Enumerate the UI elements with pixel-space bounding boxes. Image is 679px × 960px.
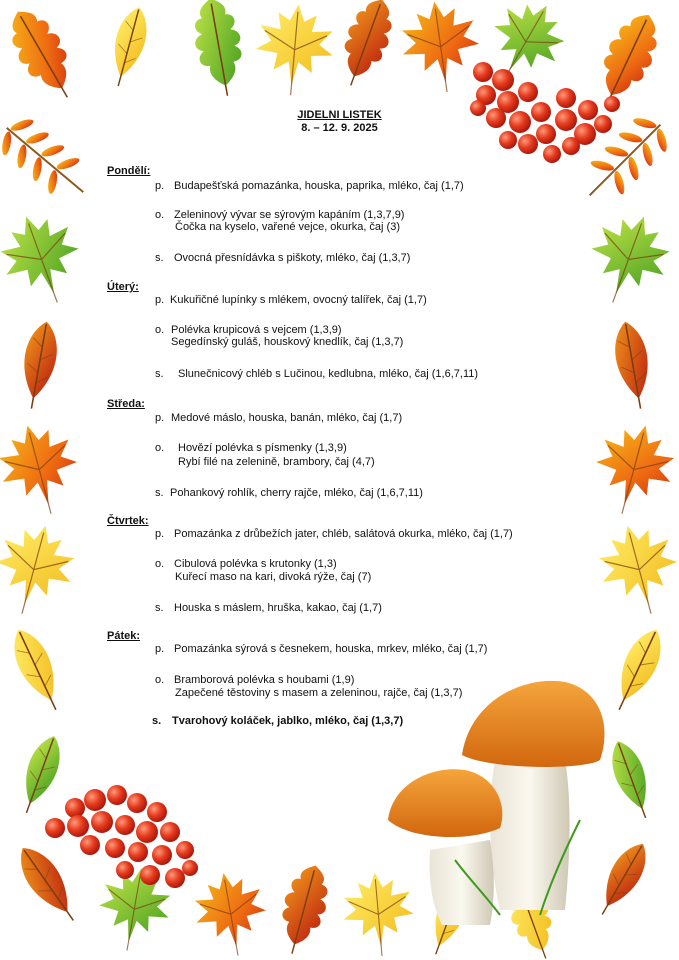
meal-line xyxy=(152,715,403,727)
meal-text: Hovězí polévka s písmenky (1,3,9) xyxy=(178,442,347,454)
meal-line xyxy=(155,368,478,380)
meal-line xyxy=(155,487,423,499)
meal-text: Rybí filé na zelenině, brambory, čaj (4,7) xyxy=(178,456,375,468)
meal-text: Čočka na kyselo, vařené vejce, okurka, čaj (3) xyxy=(175,221,400,233)
meal-text: Tvarohový koláček, jablko, mléko, čaj (1,3,7) xyxy=(172,715,404,727)
meal-text: Zapečené těstoviny s masem a zeleninou, rajče, čaj (1,3,7) xyxy=(175,687,463,699)
meal-text: Bramborová polévka s houbami (1,9) xyxy=(174,674,355,686)
meal-text: Budapešťská pomazánka, houska, paprika, mléko, čaj (1,7) xyxy=(174,180,464,192)
meal-marker: p. xyxy=(155,294,165,306)
meal-line xyxy=(155,528,513,540)
meal-text: Kukuřičné lupínky s mlékem, ovocný talířek, čaj (1,7) xyxy=(170,294,427,306)
meal-marker: s. xyxy=(155,487,164,499)
day-friday: Pátek: xyxy=(107,630,141,642)
meal-text: Pomazánka sýrová s česnekem, houska, mrkev, mléko, čaj (1,7) xyxy=(174,643,488,655)
meal-marker: s. xyxy=(155,368,164,380)
meal-line xyxy=(155,294,427,306)
meal-line xyxy=(155,558,337,570)
meal-text: Polévka krupicová s vejcem (1,3,9) xyxy=(171,324,342,336)
meal-text: Medové máslo, houska, banán, mléko, čaj (1,7) xyxy=(171,412,403,424)
meal-line xyxy=(155,180,464,192)
meal-marker: p. xyxy=(155,528,165,540)
meal-text: Houska s máslem, hruška, kakao, čaj (1,7) xyxy=(174,602,382,614)
day-monday: Pondělí: xyxy=(107,165,151,177)
meal-line xyxy=(155,252,410,264)
meal-text: Segedínský guláš, houskový knedlík, čaj (1,3,7) xyxy=(171,336,404,348)
day-wednesday: Středa: xyxy=(107,398,145,410)
meal-text: Slunečnicový chléb s Lučinou, kedlubna, mléko, čaj (1,6,7,11) xyxy=(178,368,479,380)
meal-text: Pomazánka z drůbežích jater, chléb, salátová okurka, mléko, čaj (1,7) xyxy=(174,528,513,540)
meal-line xyxy=(155,209,404,221)
day-tuesday: Úterý: xyxy=(107,281,139,293)
meal-line xyxy=(155,674,354,686)
meal-marker: p. xyxy=(155,643,165,655)
meal-marker: s. xyxy=(152,715,162,727)
meal-marker: p. xyxy=(155,412,165,424)
meal-marker: s. xyxy=(155,602,164,614)
meal-marker: o. xyxy=(155,209,165,221)
menu-title: JIDELNI LISTEK xyxy=(297,109,382,121)
meal-line xyxy=(155,643,487,655)
menu-date-range: 8. – 12. 9. 2025 xyxy=(301,122,378,134)
meal-marker: o. xyxy=(155,674,165,686)
meal-marker: o. xyxy=(155,558,165,570)
meal-text: Cibulová polévka s krutonky (1,3) xyxy=(174,558,337,570)
day-thursday: Čtvrtek: xyxy=(107,515,149,527)
meal-text: Kuřecí maso na kari, divoká rýže, čaj (7) xyxy=(175,571,372,583)
meal-marker: o. xyxy=(155,442,165,454)
meal-line xyxy=(155,602,382,614)
meal-text: Ovocná přesnídávka s piškoty, mléko, čaj (1,3,7) xyxy=(174,252,411,264)
meal-text: Pohankový rohlík, cherry rajče, mléko, čaj (1,6,7,11) xyxy=(170,487,423,499)
meal-line xyxy=(155,324,342,336)
meal-marker: s. xyxy=(155,252,164,264)
meal-line xyxy=(155,442,347,454)
meal-text: Zeleninový vývar se sýrovým kapáním (1,3,7,9) xyxy=(174,209,405,221)
meal-marker: o. xyxy=(155,324,165,336)
meal-marker: p. xyxy=(155,180,165,192)
meal-line xyxy=(155,412,402,424)
